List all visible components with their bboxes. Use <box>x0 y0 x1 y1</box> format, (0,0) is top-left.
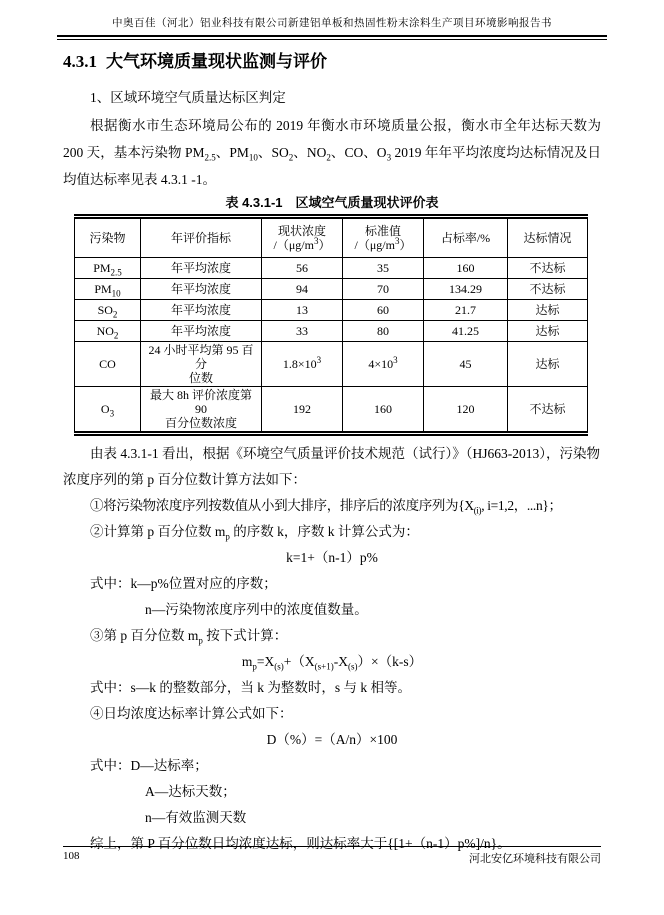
cell-current: 33 <box>262 321 343 342</box>
cell-pollutant: CO <box>75 342 141 387</box>
cell-status: 达标 <box>508 342 588 387</box>
page-footer <box>63 850 601 866</box>
cell-pollutant: $O_3$ <box>75 387 141 434</box>
cell-ratio: 160 <box>424 258 508 279</box>
page-header <box>0 0 664 30</box>
section-title: 大气环境质量现状监测与评价 <box>106 52 327 71</box>
cell-pollutant: $PM_{10}$ <box>75 279 141 300</box>
cell-current: 13 <box>262 300 343 321</box>
table-caption: 表 4.3.1-1 区域空气质量现状评价表 <box>225 195 439 210</box>
cell-current: 192 <box>262 387 343 434</box>
intro-paragraph: 根据衡水市生态环境局公布的 2019 年衡水市环境质量公报，衡水市全年达标天数为 200 天，基本污染物 $PM_{2.5}$、$PM_{10}$、$SO_2$、$NO_2$、CO、$O_3$ 2019 年年平均浓度均达标情况及日均值达标率见表 4.3.1 -1。 <box>63 118 602 187</box>
cell-current: 56 <box>262 258 343 279</box>
table-row-co <box>75 342 588 387</box>
cell-ratio: 21.7 <box>424 300 508 321</box>
cell-current: $1.8\times 10^3$ <box>262 342 343 387</box>
cell-ratio: 120 <box>424 387 508 434</box>
header-cell-pollutant: 污染物 <box>75 217 141 258</box>
cell-indicator: 年平均浓度 <box>141 300 262 321</box>
header-cell-status: 达标情况 <box>508 217 588 258</box>
table-header-row <box>75 217 588 258</box>
header-cell-indicator: 年评价指标 <box>141 217 262 258</box>
section-number: 4.3.1 <box>63 52 97 71</box>
cell-indicator: 年平均浓度 <box>141 258 262 279</box>
cell-standard: 70 <box>343 279 424 300</box>
cell-ratio: 41.25 <box>424 321 508 342</box>
table-row-o3 <box>75 387 588 434</box>
header-title: 中奥百佳（河北）铝业科技有限公司新建铝单板和热固性粉末涂料生产项目环境影响报告书 <box>112 18 552 29</box>
step-1-paragraph: ①将污染物浓度序列按数值从小到大排序，排序后的浓度序列为{$X_{(i)}$, i=1,2，...n}； <box>90 498 562 516</box>
cell-standard: 80 <box>343 321 424 342</box>
note-n: n—污染物浓度序列中的浓度值数量。 <box>145 602 368 617</box>
header-cell-standard: 标准值 $/(\mu g/m^3)$ <box>343 217 424 258</box>
conclusion-paragraph: 综上，第 P 百分位数日均浓度达标，则达标率大于{[1+（n-1）p%]/n}。 <box>90 836 511 851</box>
header-divider <box>57 35 607 40</box>
cell-status: 达标 <box>508 321 588 342</box>
cell-indicator: 最大 8h 评价浓度第 90 百分位数浓度 <box>141 387 262 434</box>
formula-mp: $m_p=X_{(s)}+(X_{(s+1)}-X_{(s)})\times(k-s)$ <box>241 654 423 672</box>
note-n2: n—有效监测天数 <box>145 810 247 825</box>
cell-pollutant: $NO_2$ <box>75 321 141 342</box>
table-row-so2 <box>75 300 588 321</box>
cell-ratio: 134.29 <box>424 279 508 300</box>
header-cell-current-conc: 现状浓度 $/(\mu g/m^3)$ <box>262 217 343 258</box>
cell-status: 不达标 <box>508 279 588 300</box>
footer-company: 河北安亿环境科技有限公司 <box>469 853 601 865</box>
cell-pollutant: $PM_{2.5}$ <box>75 258 141 279</box>
table-row-no2 <box>75 321 588 342</box>
cell-status: 不达标 <box>508 258 588 279</box>
formula-d: D（%）=（A/n）×100 <box>266 732 398 747</box>
section-heading <box>63 51 601 73</box>
step-2-paragraph: ②计算第 p 百分位数 $m_p$ 的序数 k，序数 k 计算公式为： <box>90 524 419 542</box>
cell-indicator: 年平均浓度 <box>141 321 262 342</box>
formula-k: k=1+（n-1）p% <box>286 550 378 565</box>
cell-standard: 160 <box>343 387 424 434</box>
note-k: 式中：k—p%位置对应的序数； <box>90 576 277 591</box>
page-content <box>63 51 601 857</box>
cell-ratio: 45 <box>424 342 508 387</box>
cell-current: 94 <box>262 279 343 300</box>
cell-status: 不达标 <box>508 387 588 434</box>
table-row-pm10 <box>75 279 588 300</box>
air-quality-table <box>74 214 588 436</box>
step-3-paragraph: ③第 p 百分位数 $m_p$ 按下式计算： <box>90 628 288 646</box>
subsection-heading: 1、区域环境空气质量达标区判定 <box>90 90 286 105</box>
footer-divider <box>63 846 601 847</box>
header-cell-ratio: 占标率/% <box>424 217 508 258</box>
step-4-paragraph: ④日均浓度达标率计算公式如下： <box>90 706 293 721</box>
cell-standard: 60 <box>343 300 424 321</box>
table-row-pm25 <box>75 258 588 279</box>
cell-indicator: 年平均浓度 <box>141 279 262 300</box>
note-a: A—达标天数； <box>145 784 236 799</box>
cell-status: 达标 <box>508 300 588 321</box>
note-s: 式中：s—k 的整数部分，当 k 为整数时，s 与 k 相等。 <box>90 680 412 695</box>
cell-standard: 35 <box>343 258 424 279</box>
after-table-paragraph: 由表 4.3.1-1 看出，根据《环境空气质量评价技术规范（试行）》（HJ663-2013），污染物浓度序列的第 p 百分位数计算方法如下： <box>63 446 600 487</box>
page-number: 108 <box>63 850 80 862</box>
cell-pollutant: $SO_2$ <box>75 300 141 321</box>
cell-indicator: 24 小时平均第 95 百分 位数 <box>141 342 262 387</box>
note-d: 式中：D—达标率； <box>90 758 208 773</box>
cell-standard: $4\times 10^3$ <box>343 342 424 387</box>
